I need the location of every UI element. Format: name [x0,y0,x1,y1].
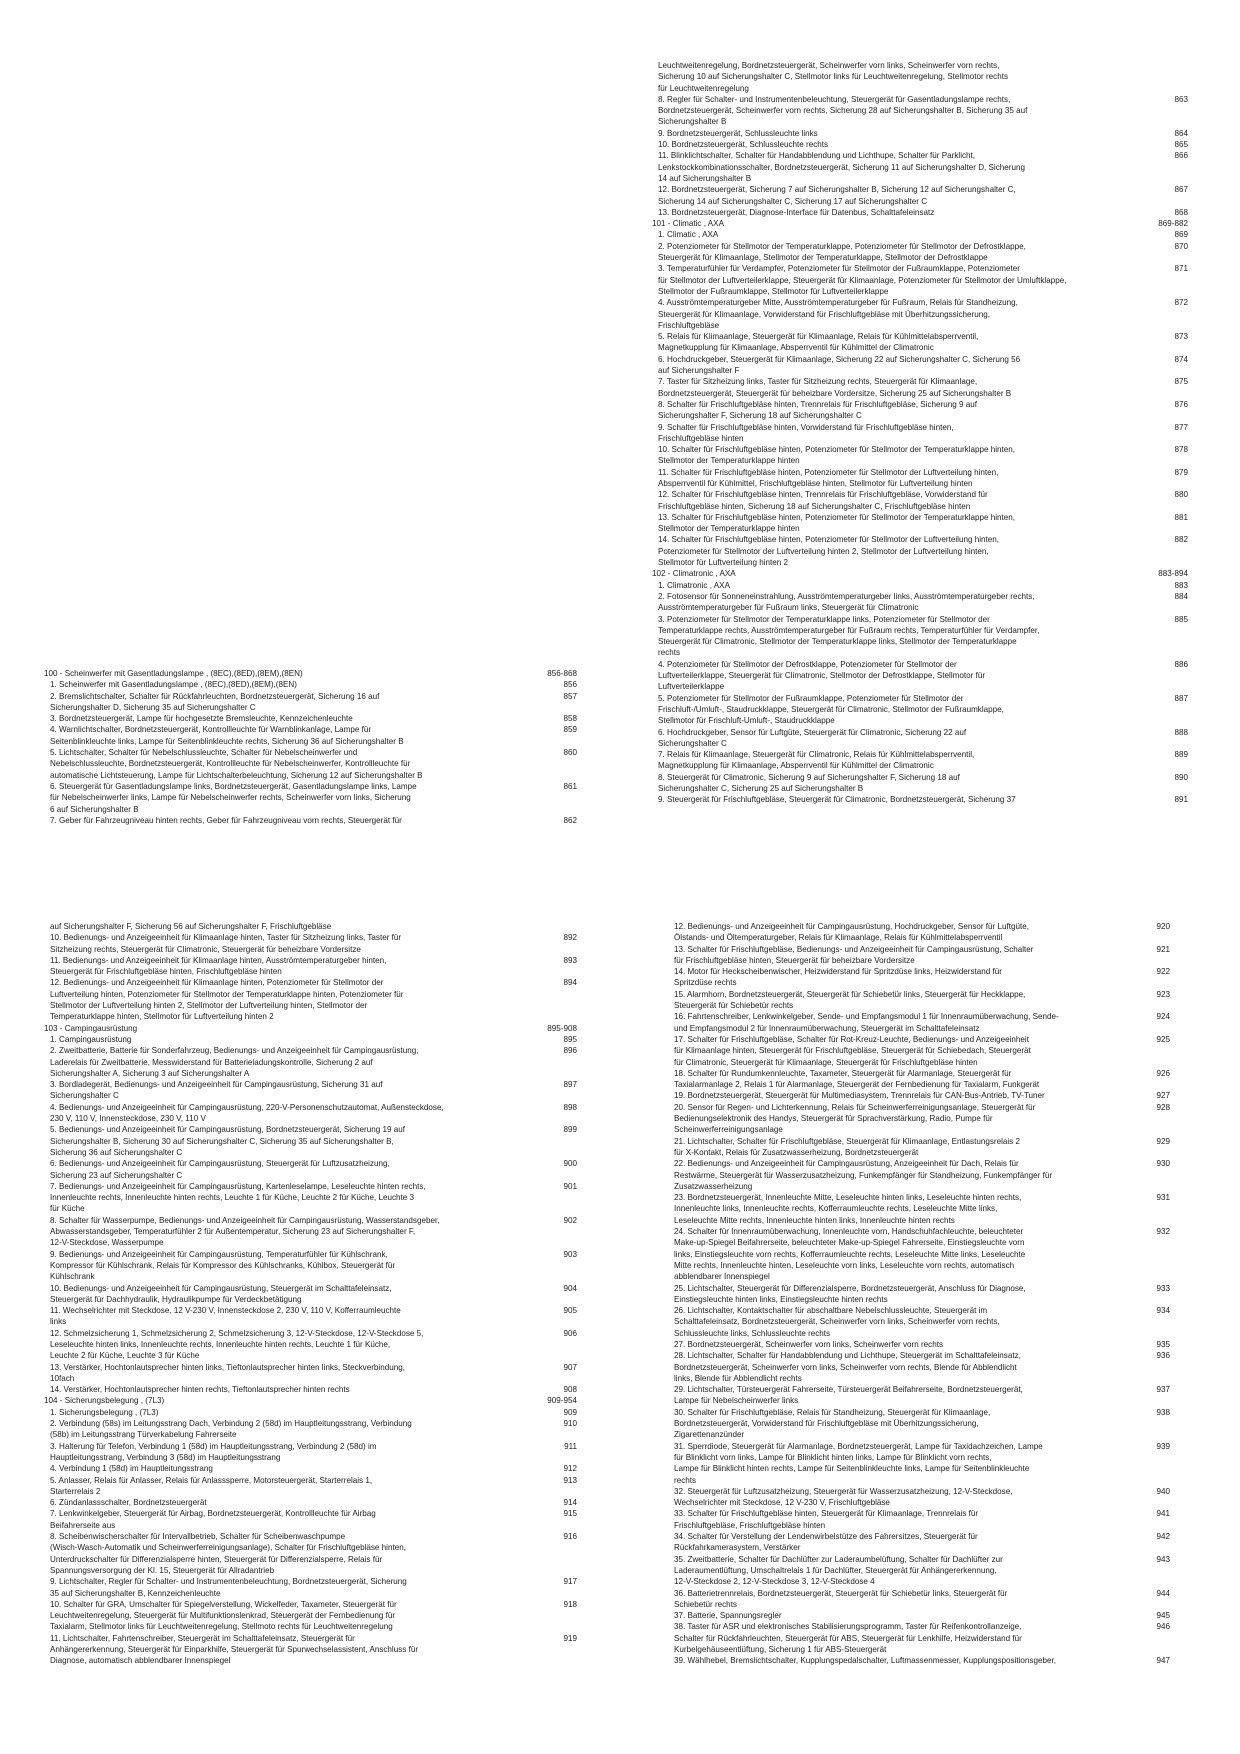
toc-entry-text: 7. Geber für Fahrzeugniveau hinten rechts, Geber für Fahrzeugniveau vorn rechts, Steuergerät für [50,815,402,825]
toc-entry-text: 6. Hochdruckgeber, Steuergerät für Klimaanlage, Sicherung 22 auf Sicherungshalter C, Sicherung 56 auf Sicherungshalter F [658,354,1021,376]
toc-entry-text: 20. Sensor für Regen- und Lichterkennung, Relais für Scheinwerferreinigungsanlage, Steuergerät für Bedienungselektronik des Handys, Steuergerät für Sprachverstärkung, Radio, Pumpe für Scheinwerferreinigungsanlage [674,1102,1036,1135]
toc-entry [652,659,1188,693]
toc-page-number: 896 [563,1046,577,1056]
toc-page-number: 864 [1174,128,1188,138]
toc-entry [652,512,1188,535]
toc-entry-text: 6. Steuergerät für Gasentladungslampe links, Bordnetzsteuergerät, Gasentladungslampe links, Lampe für Nebelscheinwerfer links, Lampe für Nebelscheinwerfer rechts, Scheinwerfer vorn links, Sicherung 6 auf Sicherungshalter B [50,781,417,814]
toc-entry-text: 4. Warnlichtschalter, Bordnetzsteuergerät, Kontrollleuchte für Warnblinkanlage, Lampe für Seitenblinkleuchte links, Lampe für Seitenblinkleuchte rechts, Sicherung 36 auf Sicherungshalter B [50,725,404,746]
toc-entry [44,781,577,815]
toc-entry-text: 30. Schalter für Frischluftgebläse, Relais für Standheizung, Steuergerät für Klimaanlage, Bordnetzsteuergerät, Vorwiderstand für Frischluftgebläse mit Überhitzungssicherung, Zigarettenanzünder [674,1407,991,1440]
toc-page-number: 877 [1174,422,1188,432]
toc-page-number: 942 [1156,1532,1170,1542]
toc-entry [652,591,1188,614]
toc-page-number: 893 [563,955,577,965]
toc-page-number: 876 [1174,399,1188,409]
toc-entry [44,921,577,932]
toc-entry [668,1531,1170,1554]
toc-entry-text: 10. Bordnetzsteuergerät, Schlussleuchte rechts [658,140,829,150]
toc-page-number: 927 [1156,1091,1170,1101]
toc-page-number: 887 [1174,693,1188,703]
toc-entry [652,207,1188,218]
toc-entry-text: 39. Wählhebel, Bremslichtschalter, Kupplungspedalschalter, Luftmassenmesser, Kupplungspositionsgeber, [674,1656,1056,1666]
toc-page-number: 947 [1156,1656,1170,1666]
toc-entry-text: 32. Steuergerät für Luftzusatzheizung, Steuergerät für Wasserzusatzheizung, 12-V-Steckdose, Wechselrichter mit Steckdose, 12 V-230 V, Frischluftgebläse [674,1486,1013,1508]
toc-page-number: 908 [563,1385,577,1395]
toc-entry-text: 9. Lichtschalter, Regler für Schalter- und Instrumentenbeleuchtung, Bordnetzsteuergerät, Sicherung 35 auf Sicherungshalter B, Kennzeichenleuchte [50,1577,407,1598]
toc-page-number: 928 [1156,1102,1170,1112]
toc-entry [44,1576,577,1599]
toc-entry [668,1588,1170,1611]
toc-section-heading [44,1023,577,1034]
toc-entry [652,376,1188,399]
toc-page-number: 913 [563,1475,577,1485]
toc-entry-text: 9. Steuergerät für Frischluftgebläse, Steuergerät für Climatronic, Bordnetzsteuergerät, Sicherung 37 [658,795,1016,805]
toc-page-number: 869 [1174,230,1188,240]
toc-entry-text: 103 - Campingausrüstung [44,1023,138,1033]
toc-entry [652,693,1188,727]
toc-page-number: 900 [563,1159,577,1169]
toc-page-number: 883-894 [1158,569,1188,579]
toc-entry-text: 19. Bordnetzsteuergerät, Steuergerät für Multimediasystem, Trennrelais für CAN-Bus-Antrieb, TV-Tuner [674,1091,1045,1101]
toc-page-number: 922 [1156,967,1170,977]
toc-page-number: 945 [1156,1611,1170,1621]
toc-entry [652,60,1188,94]
toc-entry [44,955,577,978]
toc-page-number: 894 [563,978,577,988]
toc-entry [668,1655,1170,1666]
toc-entry-text: 35. Zweitbatterie, Schalter für Dachlüfter zur Laderaumbelüftung, Schalter für Dachlüfter zur Laderaumentlüftung, Umschaltrelais 1 für Dachlüfter, Steuergerät für Anhängererkennung, 12-V-Steckdose 2, 12-V-Steckdose 3, 12-V-Steckdose 4 [674,1554,1003,1587]
toc-entry [668,1486,1170,1509]
toc-entry-text: 9. Schalter für Frischluftgebläse hinten, Vorwiderstand für Frischluftgebläse hinten, Frischluftgebläse hinten [658,422,954,443]
toc-entry [44,977,577,1022]
toc-page-number: 925 [1156,1034,1170,1044]
toc-entry [44,679,577,690]
toc-entry-text: 4. Verbindung 1 (58d) im Hauptleitungsstrang [50,1464,213,1474]
toc-entry-text: 13. Schalter für Frischluftgebläse, Bedienungs- und Anzeigeeinheit für Campingausrüstung, Schalter für Frischluftgebläse hinten, Steuergerät für beheizbare Vordersitze [674,944,1034,965]
toc-entry [44,1384,577,1395]
toc-entry [652,399,1188,422]
toc-entry [668,1384,1170,1407]
toc-entry [44,1158,577,1181]
toc-page-number: 860 [563,748,577,758]
toc-entry-text: 10. Schalter für Frischluftgebläse hinten, Potenziometer für Stellmotor der Temperaturklappe hinten, Stellmotor der Temperaturklappe hinten [658,445,1016,466]
toc-entry [652,139,1188,150]
toc-entry-text: 12. Schalter für Frischluftgebläse hinten, Trennrelais für Frischluftgebläse, Vorwiderstand für Frischluftgebläse hinten, Sicherung 18 auf Sicherungshalter C, Frischluftgebläse hinten [658,490,988,511]
toc-page-number: 898 [563,1102,577,1112]
toc-entry [44,1497,577,1508]
toc-page-number: 907 [563,1362,577,1372]
toc-entry-text: 33. Schalter für Frischluftgebläse hinten, Steuergerät für Klimaanlage, Trennrelais für Frischluftgebläse, Frischluftgebläse hinten [674,1509,979,1530]
toc-page-number: 891 [1174,795,1188,805]
toc-page-number: 890 [1174,772,1188,782]
toc-entry [44,1045,577,1079]
toc-page-number: 867 [1174,185,1188,195]
toc-page-number: 888 [1174,727,1188,737]
toc-entry-text: 7. Taster für Sitzheizung links, Taster für Sitzheizung rechts, Steuergerät für Klimaanlage, Bordnetzsteuergerät, Steuergerät für beheizbare Vordersitze, Sicherung 25 auf Sicherungshalter B [658,377,1012,398]
toc-entry-text: 8. Regler für Schalter- und Instrumentenbeleuchtung, Steuergerät für Gasentladungslampe rechts, Bordnetzsteuergerät, Scheinwerfer vorn rechts, Sicherung 28 auf Sicherungshalter B, Sicherung 35 auf Sicherungshalter B [658,94,1028,127]
toc-entry-text: 11. Lichtschalter, Fahrtenschreiber, Steuergerät im Schalttafeleinsatz, Steuergerät für Anhängererkennung, Steuergerät für Einparkhilfe, Steuergerät für Spurwechselassistent, Anschluss für Diagnose, automatisch abblendbarer Innenspiegel [50,1633,419,1666]
toc-entry [668,1136,1170,1159]
toc-page-number: 875 [1174,377,1188,387]
toc-column-top-left [44,668,577,826]
toc-page-number: 910 [563,1419,577,1429]
toc-page-number: 868 [1174,207,1188,217]
toc-page-number: 926 [1156,1068,1170,1078]
toc-entry-text: 9. Bordnetzsteuergerät, Schlussleuchte links [658,128,818,138]
toc-page-number: 869-882 [1158,219,1188,229]
toc-entry [668,1158,1170,1192]
toc-entry-text: 2. Potenziometer für Stellmotor der Temperaturklappe, Potenziometer für Stellmotor der Defrostklappe, Steuergerät für Klimaanlage, Stellmotor der Temperaturklappe, Stellmotor der Defrostklappe [658,241,1026,263]
toc-page-number: 933 [1156,1283,1170,1293]
toc-entry [44,724,577,747]
toc-entry [668,1011,1170,1034]
toc-entry-text: 5. Lichtschalter, Schalter für Nebelschlussleuchte, Schalter für Nebelscheinwerfer und Nebelschlussleuchte, Bordnetzsteuergerät, Kontrollleuchte für Nebelscheinwerfer, Kontrollleuchte für automatische Lichtsteuerung, Lampe für Lichtschalterbeleuchtung, Sicherung 12 auf Sicherungshalter B [50,748,423,780]
toc-entry [652,422,1188,445]
toc-entry-text: 4. Ausströmtemperaturgeber Mitte, Ausströmtemperaturgeber für Fußraum, Relais für Standheizung, Steuergerät für Klimaanlage, Vorwiderstand für Frischluftgebläse mit Überhitzungssicherung, Frischluftgebläse [658,298,1018,330]
toc-entry-text: 11. Schalter für Frischluftgebläse hinten, Potenziometer für Stellmotor der Luftverteilung hinten, Absperrventil für Kühlmittel, Frischluftgebläse hinten, Stellmotor für Luftverteilung hinten [658,467,999,488]
toc-entry-text: 12. Bordnetzsteuergerät, Sicherung 7 auf Sicherungshalter B, Sicherung 12 auf Sicherungshalter C, Sicherung 14 auf Sicherungshalter C, Sicherung 17 auf Sicherungshalter C [658,185,1016,206]
toc-page-number: 931 [1156,1193,1170,1203]
toc-entry [44,1215,577,1249]
toc-page-number: 911 [564,1441,577,1451]
toc-page-number: 935 [1156,1339,1170,1349]
toc-entry [44,747,577,781]
toc-entry [44,1508,577,1531]
toc-entry-text: 36. Batterietrennrelais, Bordnetzsteuergerät, Steuergerät für Schiebetür links, Steuergerät für Schiebetür rechts [674,1588,1008,1609]
toc-entry-text: 11. Bedienungs- und Anzeigeeinheit für Klimaanlage hinten, Ausströmtemperaturgeber hinten, Steuergerät für Frischluftgebläse hinten, Frischluftgebläse hinten [50,955,387,977]
toc-page-number: 905 [563,1306,577,1316]
toc-entry [668,1339,1170,1350]
toc-entry-text: 10. Schalter für GRA, Umschalter für Spiegelverstellung, Wickelfeder, Taxameter, Steuergerät für Leuchtweitenregelung, Steuergerät für Multifunktionslenkrad, Steuergerät der Fernbedienung für Taxialarm, Stellmotor links für Leuchtweitenregelung, Stellmoto rechts für Leuchtweitenregelung [50,1599,397,1632]
toc-page-number: 918 [563,1599,577,1609]
toc-page-number: 880 [1174,490,1188,500]
toc-entry-text: 7. Relais für Klimaanlage, Steuergerät für Climatronic, Relais für Kühlmittelabsperrventil, Magnetkupplung für Klimaanlage, Absperrventil für Kühlmittel der Climatronic [658,750,975,771]
toc-entry-text: 22. Bedienungs- und Anzeigeeinheit für Campingausrüstung, Anzeigeeinheit für Dach, Relais für Restwärme, Steuergerät für Wasserzusatzheizung, Funkempfänger für Standheizung, Funkempfänger für Zusatzwasserheizung [674,1159,1053,1191]
toc-entry-text: 7. Lenkwinkelgeber, Steuergerät für Airbag, Bordnetzsteuergerät, Kontrollleuchte für Airbag Beifahrerseite aus [50,1509,376,1530]
toc-entry [668,1102,1170,1136]
toc-page-number: 871 [1174,264,1188,274]
toc-entry-text: 10. Bedienungs- und Anzeigeeinheit für Klimaanlage hinten, Taster für Sitzheizung links, Taster für Sitzheizung rechts, Steuergerät für Climatronic, Steuergerät für beheizbare Vordersitze [50,933,402,954]
toc-page-number: 912 [563,1464,577,1474]
toc-entry-text: 4. Bedienungs- und Anzeigeeinheit für Campingausrüstung, 220-V-Personenschutzautomat, Außensteckdose, 230 V, 110 V, Innensteckdose, 230 V, 110 V [50,1102,444,1124]
toc-page-number: 932 [1156,1227,1170,1237]
toc-page-number: 906 [563,1328,577,1338]
toc-page-number: 917 [563,1577,577,1587]
toc-entry [668,1350,1170,1384]
toc-entry-text: 27. Bordnetzsteuergerät, Scheinwerfer vorn links, Scheinwerfer vorn rechts [674,1339,944,1349]
toc-entry-text: 2. Zweitbatterie, Batterie für Sonderfahrzeug, Bedienungs- und Anzeigeeinheit für Campingausrüstung, Laderelais für Zweitbatterie, Messwiderstand für Batterieladungskontrolle, Sicherung 2 auf Sicherungshalter A, Sicherung 3 auf Sicherungshalter A [50,1046,419,1078]
toc-entry [668,1554,1170,1588]
toc-section-heading [44,668,577,679]
toc-entry-text: 14. Verstärker, Hochtonlautsprecher hinten rechts, Tieftonlautsprecher hinten rechts [50,1385,350,1395]
toc-entry-text: 18. Schalter für Rundumkennleuchte, Taxameter, Steuergerät für Alarmanlage, Steuergerät für Taxialarmanlage 2, Relais 1 für Alarmanlage, Steuergerät der Fernbedienung für Taxialarm, Funkgerät [674,1068,1040,1090]
toc-column-top-right [652,60,1188,806]
toc-entry [652,489,1188,512]
toc-page-number: 870 [1174,241,1188,251]
toc-entry [44,1079,577,1102]
toc-entry [652,150,1188,184]
toc-entry [44,1124,577,1158]
toc-entry-text: 101 - Climatic , AXA [652,219,724,229]
toc-entry-text: auf Sicherungshalter F, Sicherung 56 auf Sicherungshalter F, Frischluftgebläse [50,922,332,931]
toc-page-number: 897 [563,1080,577,1090]
toc-page-number: 866 [1174,151,1188,161]
toc-entry [668,944,1170,967]
toc-page-number: 856 [563,680,577,690]
toc-entry-text: 11. Wechselrichter mit Steckdose, 12 V-230 V, Innensteckdose 2, 230 V, 110 V, Kofferraumleuchte links [50,1306,401,1327]
toc-entry-text: 26. Lichtschalter, Kontaktschalter für abschaltbare Nebelschlussleuchte, Steuergerät im Schalttafeleinsatz, Bordnetzsteuergerät, Scheinwerfer vorn links, Scheinwerfer vorn rechts, Schlussleuchte links, Schlussleuchte rechts [674,1306,1000,1338]
toc-entry-text: 9. Bedienungs- und Anzeigeeinheit für Campingausrüstung, Temperaturfühler für Kühlschrank, Kompressor für Kühlschrank, Relais für Kompressor des Kühlschranks, Kühlbox, Steuergerät für Kühlschrank [50,1249,396,1282]
toc-entry-text: 1. Climatic , AXA [658,230,719,240]
toc-entry [668,1305,1170,1339]
toc-column-bottom-right [668,921,1170,1667]
toc-entry [652,580,1188,591]
toc-entry-text: 28. Lichtschalter, Schalter für Handabblendung und Lichthupe, Steuergerät im Schalttafeleinsatz, Bordnetzsteuergerät, Scheinwerfer vorn links, Scheinwerfer vorn rechts, Blende für Abblendlicht links, Blende für Abblendlicht rechts [674,1351,1021,1383]
toc-page-number: 923 [1156,989,1170,999]
toc-entry [668,1192,1170,1226]
toc-entry-text: 8. Scheibenwischerschalter für Intervallbetrieb, Schalter für Scheibenwaschpumpe (Wisch-Wasch-Automatik und Scheinwerferreinigungsanlage), Schalter für Frischluftgebläse hinten, Unterdruckschalter für Differenzialsperre hinten, Steuergerät für Differenzialsperre, Relais für Spannungsversorgung der Kl. 15, Steuergerät für Allradantrieb [50,1532,406,1575]
toc-entry [44,1034,577,1045]
toc-page-number: 941 [1156,1509,1170,1519]
toc-entry-text: 1. Campingausrüstung [50,1034,132,1044]
toc-entry [668,1621,1170,1655]
toc-entry [44,1283,577,1306]
toc-entry [652,297,1188,331]
toc-page-number: 873 [1174,332,1188,342]
toc-entry [44,815,577,826]
toc-entry-text: 6. Hochdruckgeber, Sensor für Luftgüte, Steuergerät für Climatronic, Sicherung 22 auf Sicherungshalter C [658,727,967,748]
toc-entry [44,691,577,714]
toc-page-number: 934 [1156,1306,1170,1316]
toc-page-number: 879 [1174,467,1188,477]
toc-page-number: 939 [1156,1441,1170,1451]
toc-entry [44,1328,577,1362]
toc-entry-text: 12. Bedienungs- und Anzeigeeinheit für Klimaanlage hinten, Potenziometer für Stellmotor der Luftverteilung hinten, Potenziometer für Stellmotor der Temperaturklappe hinten, Potenziometer für Stellmotor der Luftverteilung hinten 2, Stellmotor der Luftverteilung hinten, Stellmotor der Temperaturklappe hinten, Stellmotor für Luftverteilung hinten 2 [50,978,404,1022]
toc-page-number: 936 [1156,1351,1170,1361]
toc-entry-text: 11. Blinklichtschalter, Schalter für Handabblendung und Lichthupe, Schalter für Parklicht, Lenkstockkombinationsschalter, Bordnetzsteuergerät, Sicherung 11 auf Sicherungshalter D, Sicherung 14 auf Sicherungshalter B [658,151,1025,183]
toc-entry-text: 15. Alarmhorn, Bordnetzsteuergerät, Steuergerät für Schiebetür links, Steuergerät für Heckklappe, Steuergerät für Schiebetür rechts [674,989,1026,1011]
toc-entry [668,1034,1170,1068]
toc-entry-text: 1. Sicherungsbelegung , (7L3) [50,1407,159,1417]
toc-entry [652,749,1188,772]
toc-entry-text: 16. Fahrtenschreiber, Lenkwinkelgeber, Sende- und Empfangsmodul 1 für Innenraumüberwachung, Sende- und Empfangsmodul 2 für Innenraumüberwachung, Steuergerät im Schalttafeleinsatz [674,1012,1059,1033]
toc-page-number: 895-908 [547,1023,577,1033]
toc-page-number: 924 [1156,1012,1170,1022]
toc-page-number: 944 [1156,1588,1170,1598]
toc-entry [652,614,1188,659]
toc-entry-text: 5. Potenziometer für Stellmotor der Fußraumklappe, Potenziometer für Stellmotor der Frischluft-/Umluft-, Staudruckklappe, Steuergerät für Climatronic, Stellmotor der Fußraumklappe, Stellmotor für Frischluft-Umluft-, Staudruckklappe [658,693,1004,726]
toc-page-number: 901 [563,1181,577,1191]
toc-entry-text: 13. Schalter für Frischluftgebläse hinten, Potenziometer für Stellmotor der Temperaturklappe hinten, Stellmotor der Temperaturklappe hinten [658,512,1016,534]
toc-entry-text: 3. Temperaturfühler für Verdampfer, Potenziometer für Stellmotor der Fußraumklappe, Potenziometer für Stellmotor der Luftverteilerklappe, Steuergerät für Klimaanlage, Potenziometer für Stellmotor der Umluftklappe, Stellmotor der Fußraumklappe, Stellmotor für Luftverteilerklappe [658,264,1067,296]
toc-column-bottom-left [44,921,577,1667]
toc-page-number: 862 [563,815,577,825]
toc-entry [44,1305,577,1328]
toc-page-number: 940 [1156,1486,1170,1496]
toc-entry-text: 7. Bedienungs- und Anzeigeeinheit für Campingausrüstung, Kartenleselampe, Leseleuchte hinten rechts, Innenleuchte rechts, Innenleuchte hinten rechts, Leuchte 1 für Küche, Leuchte 2 für Küche, Leuchte 3 für Küche [50,1181,426,1214]
toc-entry-text: 6. Zündanlassschalter, Bordnetzsteuergerät [50,1498,207,1508]
toc-entry-text: 24. Schalter für Innenraumüberwachung, Innenleuchte vorn, Handschuhfachleuchte, beleuchteter Make-up-Spiegel Beifahrerseite, beleuchteter Make-up-Spiegel Fahrerseite, Einstiegsleuchte vorn links, Einstiegsleuchte vorn rechts, Kofferraumleuchte rechts, Leseleuchte Mitte links, Leseleuchte Mitte rechts, Innenleuchte hinten, Leseleuchte vorn links, Leseleuchte vorn rechts, automatisch abblendbarer Innenspiegel [674,1227,1026,1282]
toc-entry [44,1441,577,1464]
toc-page-number: 916 [563,1532,577,1542]
toc-entry [44,1249,577,1283]
toc-entry-text: 3. Bordladegerät, Bedienungs- und Anzeigeeinheit für Campingausrüstung, Sicherung 31 auf Sicherungshalter C [50,1080,383,1101]
toc-page-number: 859 [563,725,577,735]
toc-entry [668,1090,1170,1101]
toc-page-number: 872 [1174,298,1188,308]
toc-entry [44,1102,577,1125]
toc-entry-text: 3. Halterung für Telefon, Verbindung 1 (58d) im Hauptleitungsstrang, Verbindung 2 (58d) im Hauptleitungsstrang, Verbindung 3 (58d) im Hauptleitungsstrang [50,1441,377,1462]
toc-entry [668,989,1170,1012]
toc-page-number: 909-954 [547,1396,577,1406]
toc-entry [668,921,1170,944]
toc-page-number: 943 [1156,1554,1170,1564]
toc-page-number: 883 [1174,580,1188,590]
toc-entry [44,1599,577,1633]
toc-page-number: 902 [563,1215,577,1225]
toc-entry [44,1181,577,1215]
toc-entry [44,1362,577,1385]
toc-entry-text: 8. Steuergerät für Climatronic, Sicherung 9 auf Sicherungshalter F, Sicherung 18 auf Sicherungshalter C, Sicherung 25 auf Sicherungshalter B [658,772,960,793]
toc-entry-text: 34. Schalter für Verstellung der Lendenwirbelstütze des Fahrersitzes, Steuergerät für Rückfahrkamerasystem, Verstärker [674,1532,978,1553]
toc-page-number: 882 [1174,535,1188,545]
toc-page-number: 881 [1174,512,1188,522]
toc-entry [44,713,577,724]
toc-entry-text: 100 - Scheinwerfer mit Gasentladungslampe , (8EC),(8ED),(8EM),(8EN) [44,669,303,678]
toc-entry-text: 1. Climatronic , AXA [658,580,730,590]
toc-page-number: 903 [563,1249,577,1259]
toc-page-number: 861 [563,781,577,791]
toc-entry-text: 5. Bedienungs- und Anzeigeeinheit für Campingausrüstung, Bordnetzsteuergerät, Sicherung 19 auf Sicherungshalter B, Sicherung 30 auf Sicherungshalter C, Sicherung 35 auf Sicherungshalter B, Sicherung 36 auf Sicherungshalter C [50,1125,406,1157]
toc-page-number: 865 [1174,140,1188,150]
toc-entry-text: 104 - Sicherungsbelegung , (7L3) [44,1396,165,1406]
toc-entry-text: 8. Schalter für Wasserpumpe, Bedienungs- und Anzeigeeinheit für Campingausrüstung, Wasserstandsgeber, Abwasserstandsgeber, Temperaturfühler 2 für Außentemperatur, Sicherung 23 auf Sicherungshalter F, 12-V-Steckdose, Wasserpumpe [50,1215,440,1248]
toc-entry-text: 8. Schalter für Frischluftgebläse hinten, Trennrelais für Frischluftgebläse, Sicherung 9 auf Sicherungshalter F, Sicherung 18 auf Sicherungshalter C [658,399,977,421]
toc-page-number: 904 [563,1283,577,1293]
toc-page-number: 856-868 [547,669,577,678]
toc-page-number: 929 [1156,1136,1170,1146]
toc-entry-text: 23. Bordnetzsteuergerät, Innenleuchte Mitte, Leseleuchte hinten links, Leseleuchte hinten rechts, Innenleuchte links, Innenleuchte rechts, Kofferraumleuchte rechts, Leseleuchte Mitte links, Leseleuchte Mitte rechts, Innenleuchte hinten links, Innenleuchte hinten rechts [674,1193,1022,1225]
toc-entry [652,467,1188,490]
toc-page-number: 858 [563,714,577,724]
toc-entry [668,1226,1170,1282]
toc-page-number: 863 [1174,94,1188,104]
toc-entry-text: 4. Potenziometer für Stellmotor der Defrostklappe, Potenziometer für Stellmotor der Luftverteilerklappe, Steuergerät für Climatronic, Stellmotor der Defrostklappe, Stellmotor für Luftverteilerklappe [658,659,986,692]
toc-entry-text: 21. Lichtschalter, Schalter für Frischluftgebläse, Steuergerät für Klimaanlage, Entlastungsrelais 2 für X-Kontakt, Relais für Zusatzwasserheizung, Bordnetzsteuergerät [674,1136,1020,1157]
toc-entry-text: 3. Bordnetzsteuergerät, Lampe für hochgesetzte Bremsleuchte, Kennzeichenleuchte [50,714,353,724]
toc-page-number: 937 [1156,1385,1170,1395]
toc-entry-text: 2. Bremslichtschalter, Schalter für Rückfahrleuchten, Bordnetzsteuergerät, Sicherung 16 auf Sicherungshalter D, Sicherung 35 auf Sicherungshalter C [50,691,380,712]
toc-entry [652,794,1188,805]
toc-entry [652,772,1188,795]
toc-entry [652,241,1188,264]
toc-entry-text: 2. Fotosensor für Sonneneinstrahlung, Ausströmtemperaturgeber links, Ausströmtemperaturgeber rechts, Ausströmtemperaturgeber für Fußraum links, Steuergerät für Climatronic [658,591,1035,613]
toc-page-number: 885 [1174,614,1188,624]
toc-page-number: 946 [1156,1622,1170,1632]
toc-page-number: 892 [563,933,577,943]
toc-entry [668,1508,1170,1531]
toc-page-number: 920 [1156,922,1170,931]
toc-page-number: 930 [1156,1159,1170,1169]
toc-page-number: 884 [1174,591,1188,601]
toc-section-heading [652,568,1188,579]
toc-entry [668,1407,1170,1441]
toc-entry-text: 29. Lichtschalter, Türsteuergerät Fahrerseite, Türsteuergerät Beifahrerseite, Bordnetzsteuergerät, Lampe für Nebelscheinwerfer links [674,1385,1023,1406]
toc-entry [44,1633,577,1667]
toc-entry-text: 6. Bedienungs- und Anzeigeeinheit für Campingausrüstung, Steuergerät für Luftzusatzheizung, Sicherung 23 auf Sicherungshalter C [50,1159,390,1180]
toc-entry [652,229,1188,240]
toc-entry-text: 13. Verstärker, Hochtonlautsprecher hinten links, Tieftonlautsprecher hinten links, Steckverbindung, 10fach [50,1362,405,1383]
toc-entry [44,932,577,955]
toc-entry [668,1610,1170,1621]
toc-entry-text: 12. Schmelzsicherung 1, Schmelzsicherung 2, Schmelzsicherung 3, 12-V-Steckdose, 12-V-Steckdose 5, Leseleuchte hinten links, Innenleuchte rechts, Innenleuchte hinten rechts, Leuchte 1 für Küche, Leuchte 2 für Küche, Leuchte 3 für Küche [50,1328,424,1361]
toc-entry-text: 10. Bedienungs- und Anzeigeeinheit für Campingausrüstung, Steuergerät im Schalttafeleinsatz, Steuergerät für Dachhydraulik, Hydraulikpumpe für Verdeckbetätigung [50,1283,392,1304]
toc-entry [44,1407,577,1418]
toc-page-number: 914 [563,1498,577,1508]
toc-entry-text: 102 - Climatronic , AXA [652,569,736,579]
toc-entry-text: Leuchtweitenregelung, Bordnetzsteuergerät, Scheinwerfer vorn links, Scheinwerfer vorn rechts, Sicherung 10 auf Sicherungshalter C, Stellmotor links für Leuchtweitenregelung, Stellmotor rechts für Leuchtweitenregelung [658,61,1009,93]
toc-entry [652,184,1188,207]
toc-entry-text: 3. Potenziometer für Stellmotor der Temperaturklappe links, Potenziometer für Stellmotor der Temperaturklappe rechts, Ausströmtemperaturgeber für Fußraum rechts, Temperaturfühler für Verdampfer, Steuergerät für Climatronic, Stellmotor der Temperaturklappe links, Stellmotor der Temperaturklappe rechts [658,614,1040,658]
toc-entry [652,128,1188,139]
toc-entry [652,354,1188,377]
toc-entry [44,1475,577,1498]
toc-entry-text: 13. Bordnetzsteuergerät, Diagnose-Interface für Datenbus, Schalttafeleinsatz [658,207,935,217]
toc-entry [44,1418,577,1441]
toc-page-number: 889 [1174,750,1188,760]
toc-entry-text: 31. Sperrdiode, Steuergerät für Alarmanlage, Bordnetzsteuergerät, Lampe für Taxidachzeichen, Lampe für Blinklicht vorn links, Lampe für Blinklicht hinten links, Lampe für Blinklicht vorn rechts, Lampe für Blinklicht hinten rechts, Lampe für Seitenblinkleuchte links, Lampe für Seitenblinkleuchte rechts [674,1441,1043,1485]
toc-entry-text: 14. Motor für Heckscheibenwischer, Heizwiderstand für Spritzdüse links, Heizwiderstand für Spritzdüse rechts [674,967,1002,988]
toc-entry [652,263,1188,297]
toc-entry [652,444,1188,467]
toc-entry [652,727,1188,750]
toc-entry [44,1463,577,1474]
toc-entry-text: 12. Bedienungs- und Anzeigeeinheit für Campingausrüstung, Hochdruckgeber, Sensor für Luftgüte, Ölstands- und Öltemperaturgeber, Relais für Klimaanlage, Relais für Kühlmittelabsperrventil [674,922,1030,943]
toc-page-number: 919 [563,1633,577,1643]
toc-entry-text: 5. Anlasser, Relais für Anlasser, Relais für Anlasssperre, Motorsteuergerät, Starterrelais 1, Starterrelais 2 [50,1475,373,1496]
toc-section-heading [652,218,1188,229]
toc-entry-text: 37. Batterie, Spannungsregler [674,1611,782,1621]
toc-page-number: 915 [563,1509,577,1519]
toc-entry [668,966,1170,989]
toc-entry [652,331,1188,354]
toc-entry-text: 2. Verbindung (58s) im Leitungsstrang Dach, Verbindung 2 (58d) im Hauptleitungsstrang, Verbindung (58b) im Leitungsstrang Türverkabelung Fahrerseite [50,1419,412,1440]
toc-entry [668,1441,1170,1486]
toc-page-number: 909 [563,1407,577,1417]
toc-entry [668,1283,1170,1306]
toc-entry [652,534,1188,568]
toc-entry [44,1531,577,1576]
toc-entry-text: 38. Taster für ASR und elektronisches Stabilisierungsprogramm, Taster für Reifenkontrollanzeige, Schalter für Rückfahrleuchten, Steuergerät für ABS, Steuergerät für Lenkhilfe, Heizwiderstand für Kurbelgehäuseentlüftung, Sicherung 1 für ABS-Steuergerät [674,1622,1022,1654]
toc-page-number: 895 [563,1034,577,1044]
toc-entry-text: 5. Relais für Klimaanlage, Steuergerät für Klimaanlage, Relais für Kühlmittelabsperrventil, Magnetkupplung für Klimaanlage, Absperrventil für Kühlmittel der Climatronic [658,332,979,353]
toc-entry [652,94,1188,128]
toc-section-heading [44,1395,577,1406]
toc-entry-text: 25. Lichtschalter, Steuergerät für Differenzialsperre, Bordnetzsteuergerät, Anschluss für Diagnose, Einstiegsleuchte hinten links, Einstiegsleuchte hinten rechts [674,1283,1026,1304]
toc-entry-text: 17. Schalter für Frischluftgebläse, Schalter für Rot-Kreuz-Leuchte, Bedienungs- und Anzeigeeinheit für Klimaanlage hinten, Steuergerät für Frischluftgebläse, Steuergerät für Schiebedach, Steuergerät für Climatronic, Steuergerät für Klimaanlage, Steuergerät für Frischluftgebläse hinten [674,1034,1031,1067]
toc-page-number: 921 [1156,944,1170,954]
toc-entry [668,1068,1170,1091]
toc-entry-text: 14. Schalter für Frischluftgebläse hinten, Potenziometer für Stellmotor der Luftverteilung hinten, Potenziometer für Stellmotor der Luftverteilung hinten 2, Stellmotor der Luftverteilung hinten, Stellmotor für Luftverteilung hinten 2 [658,535,1000,568]
toc-entry-text: 1. Scheinwerfer mit Gasentladungslampe , (8EC),(8ED),(8EM),(8EN) [50,680,297,690]
toc-page-number: 878 [1174,445,1188,455]
toc-page-number: 857 [563,691,577,701]
toc-page-number: 874 [1174,354,1188,364]
toc-page-number: 886 [1174,659,1188,669]
toc-page-number: 899 [563,1125,577,1135]
toc-page-number: 938 [1156,1407,1170,1417]
